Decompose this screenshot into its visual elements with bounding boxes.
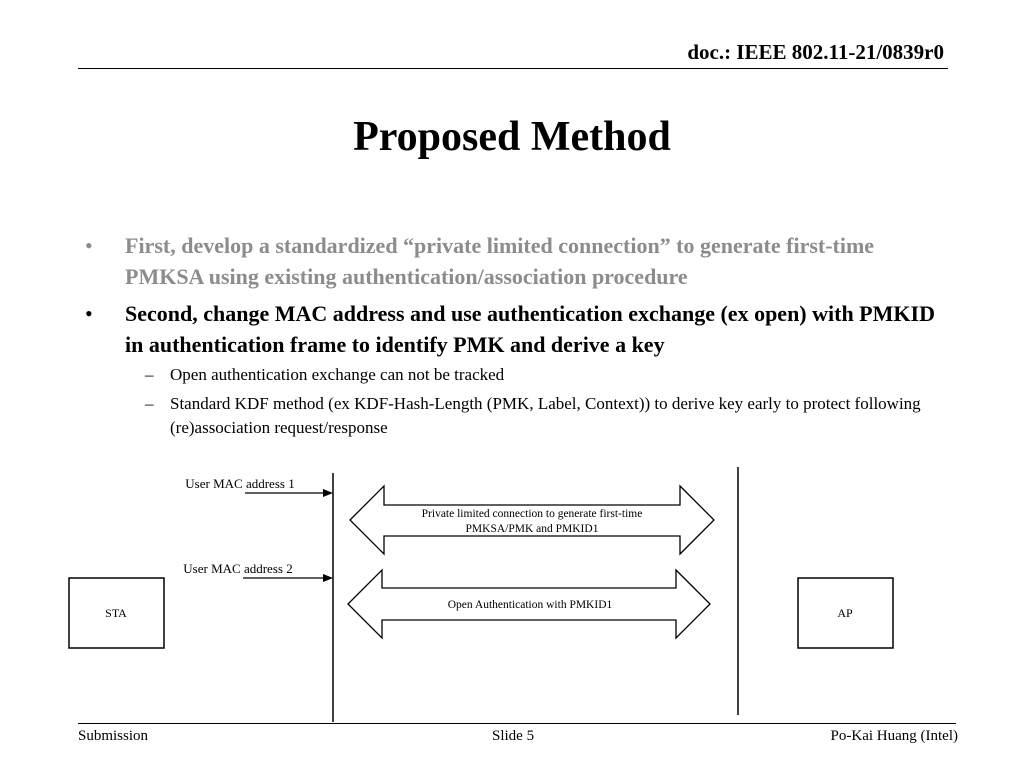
- bullet-text: Second, change MAC address and use authentication exchange (ex open) with PMKID in authentication frame to identify PMK and derive a key: [125, 301, 935, 357]
- mac-address-1-arrowhead: [323, 489, 333, 497]
- bullet-marker: •: [85, 301, 93, 326]
- open-authentication-label: Open Authentication with PMKID1: [447, 599, 613, 611]
- footer-submission: Submission: [78, 728, 149, 744]
- mac-address-1-label: User MAC address 1: [185, 476, 295, 491]
- bullet-text: First, develop a standardized “private limited connection” to generate first-time PMKSA using existing authentication/association procedure: [125, 233, 875, 289]
- document-id: doc.: IEEE 802.11-21/0839r0: [687, 40, 944, 64]
- sub-bullet-marker: –: [145, 365, 154, 384]
- private-connection-label-line2: PMKSA/PMK and PMKID1: [465, 523, 599, 535]
- bullet-marker: •: [85, 233, 93, 258]
- sta-label: STA: [105, 606, 127, 620]
- footer-slide-number: Slide 5: [492, 728, 535, 744]
- sub-bullet-text: Open authentication exchange can not be tracked: [170, 365, 505, 384]
- sub-bullet-marker: –: [145, 394, 154, 413]
- mac-address-2-label: User MAC address 2: [183, 561, 293, 576]
- footer-divider: [78, 723, 956, 724]
- slide-title: Proposed Method: [353, 114, 671, 160]
- sub-bullet-text: Standard KDF method (ex KDF-Hash-Length (PMK, Label, Context)) to derive key early to protect following (re)association request/response: [170, 394, 921, 437]
- private-connection-double-arrow: [350, 486, 714, 554]
- footer-author: Po-Kai Huang (Intel): [830, 728, 958, 744]
- private-connection-label-line1: Private limited connection to generate first-time: [421, 508, 643, 520]
- mac-address-2-arrowhead: [323, 574, 333, 582]
- ap-label: AP: [837, 606, 853, 620]
